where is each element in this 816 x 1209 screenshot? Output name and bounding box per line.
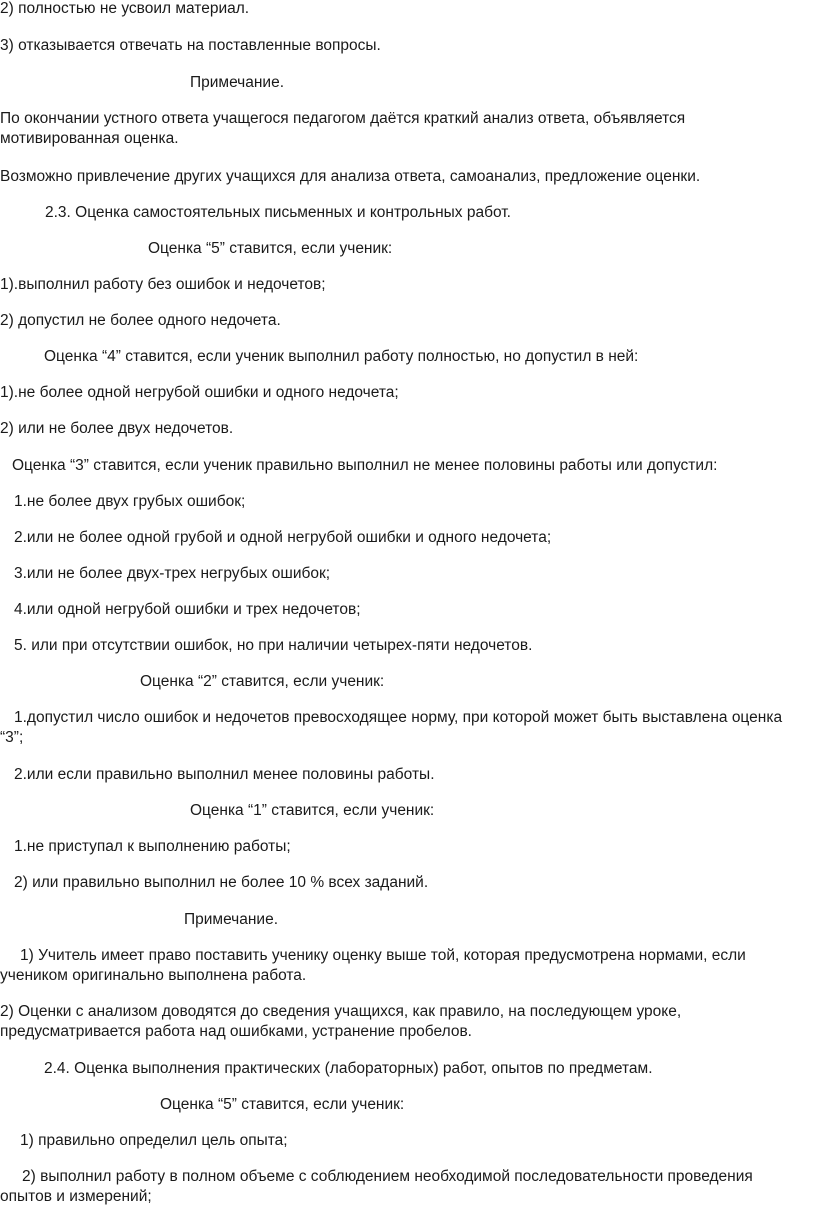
note-heading: Примечание. bbox=[184, 911, 279, 928]
paragraph: 2) Оценки с анализом доводятся до сведения учащихся, как правило, на последующем уроке, предусматривается работа над ошибками, устранение пробелов. bbox=[0, 1003, 682, 1040]
paragraph: 1) Учитель имеет право поставить ученику оценку выше той, которая предусмотрена нормами, если учеником оригинально выполнена работа. bbox=[0, 947, 746, 984]
list-item: 1).выполнил работу без ошибок и недочетов; bbox=[0, 276, 326, 293]
list-item: 1) правильно определил цель опыта; bbox=[20, 1132, 288, 1149]
list-item: 2.или не более одной грубой и одной негрубой ошибки и одного недочета; bbox=[14, 529, 552, 546]
list-item: 5. или при отсутствии ошибок, но при наличии четырех-пяти недочетов. bbox=[14, 637, 533, 654]
grade-heading: Оценка “1” ставится, если ученик: bbox=[190, 802, 435, 819]
section-heading: 2.4. Оценка выполнения практических (лабораторных) работ, опытов по предметам. bbox=[44, 1060, 653, 1077]
paragraph: Возможно привлечение других учащихся для анализа ответа, самоанализ, предложение оценки. bbox=[0, 168, 701, 185]
grade-heading: Оценка “3” ставится, если ученик правильно выполнил не менее половины работы или допустил: bbox=[12, 457, 718, 474]
paragraph: По окончании устного ответа учащегося педагогом даётся краткий анализ ответа, объявляется мотивированная оценка. bbox=[0, 110, 686, 147]
grade-heading: Оценка “2” ставится, если ученик: bbox=[140, 673, 385, 690]
section-heading: 2.3. Оценка самостоятельных письменных и контрольных работ. bbox=[45, 204, 511, 221]
grade-heading: Оценка “5” ставится, если ученик: bbox=[160, 1096, 405, 1113]
note-heading: Примечание. bbox=[190, 74, 285, 91]
list-item: 1.допустил число ошибок и недочетов превосходящее норму, при которой может быть выставлена оценка “3”; bbox=[0, 709, 783, 746]
list-item: 1.не более двух грубых ошибок; bbox=[14, 493, 246, 510]
grade-heading: Оценка “4” ставится, если ученик выполнил работу полностью, но допустил в ней: bbox=[44, 348, 639, 365]
list-item: 3.или не более двух-трех негрубых ошибок; bbox=[14, 565, 331, 582]
list-item: 1.не приступал к выполнению работы; bbox=[14, 838, 291, 855]
list-item: 2) или правильно выполнил не более 10 % всех заданий. bbox=[14, 874, 429, 891]
list-item: 4.или одной негрубой ошибки и трех недочетов; bbox=[14, 601, 361, 618]
list-item: 3) отказывается отвечать на поставленные вопросы. bbox=[0, 37, 381, 54]
grade-heading: Оценка “5” ставится, если ученик: bbox=[148, 240, 393, 257]
list-item: 2) выполнил работу в полном объеме с соблюдением необходимой последовательности проведения опытов и измерений; bbox=[0, 1168, 753, 1205]
list-item: 2) допустил не более одного недочета. bbox=[0, 312, 281, 329]
list-item: 1).не более одной негрубой ошибки и одного недочета; bbox=[0, 384, 399, 401]
list-item: 2.или если правильно выполнил менее половины работы. bbox=[14, 766, 435, 783]
list-item: 2) полностью не усвоил материал. bbox=[0, 0, 250, 17]
list-item: 2) или не более двух недочетов. bbox=[0, 420, 234, 437]
